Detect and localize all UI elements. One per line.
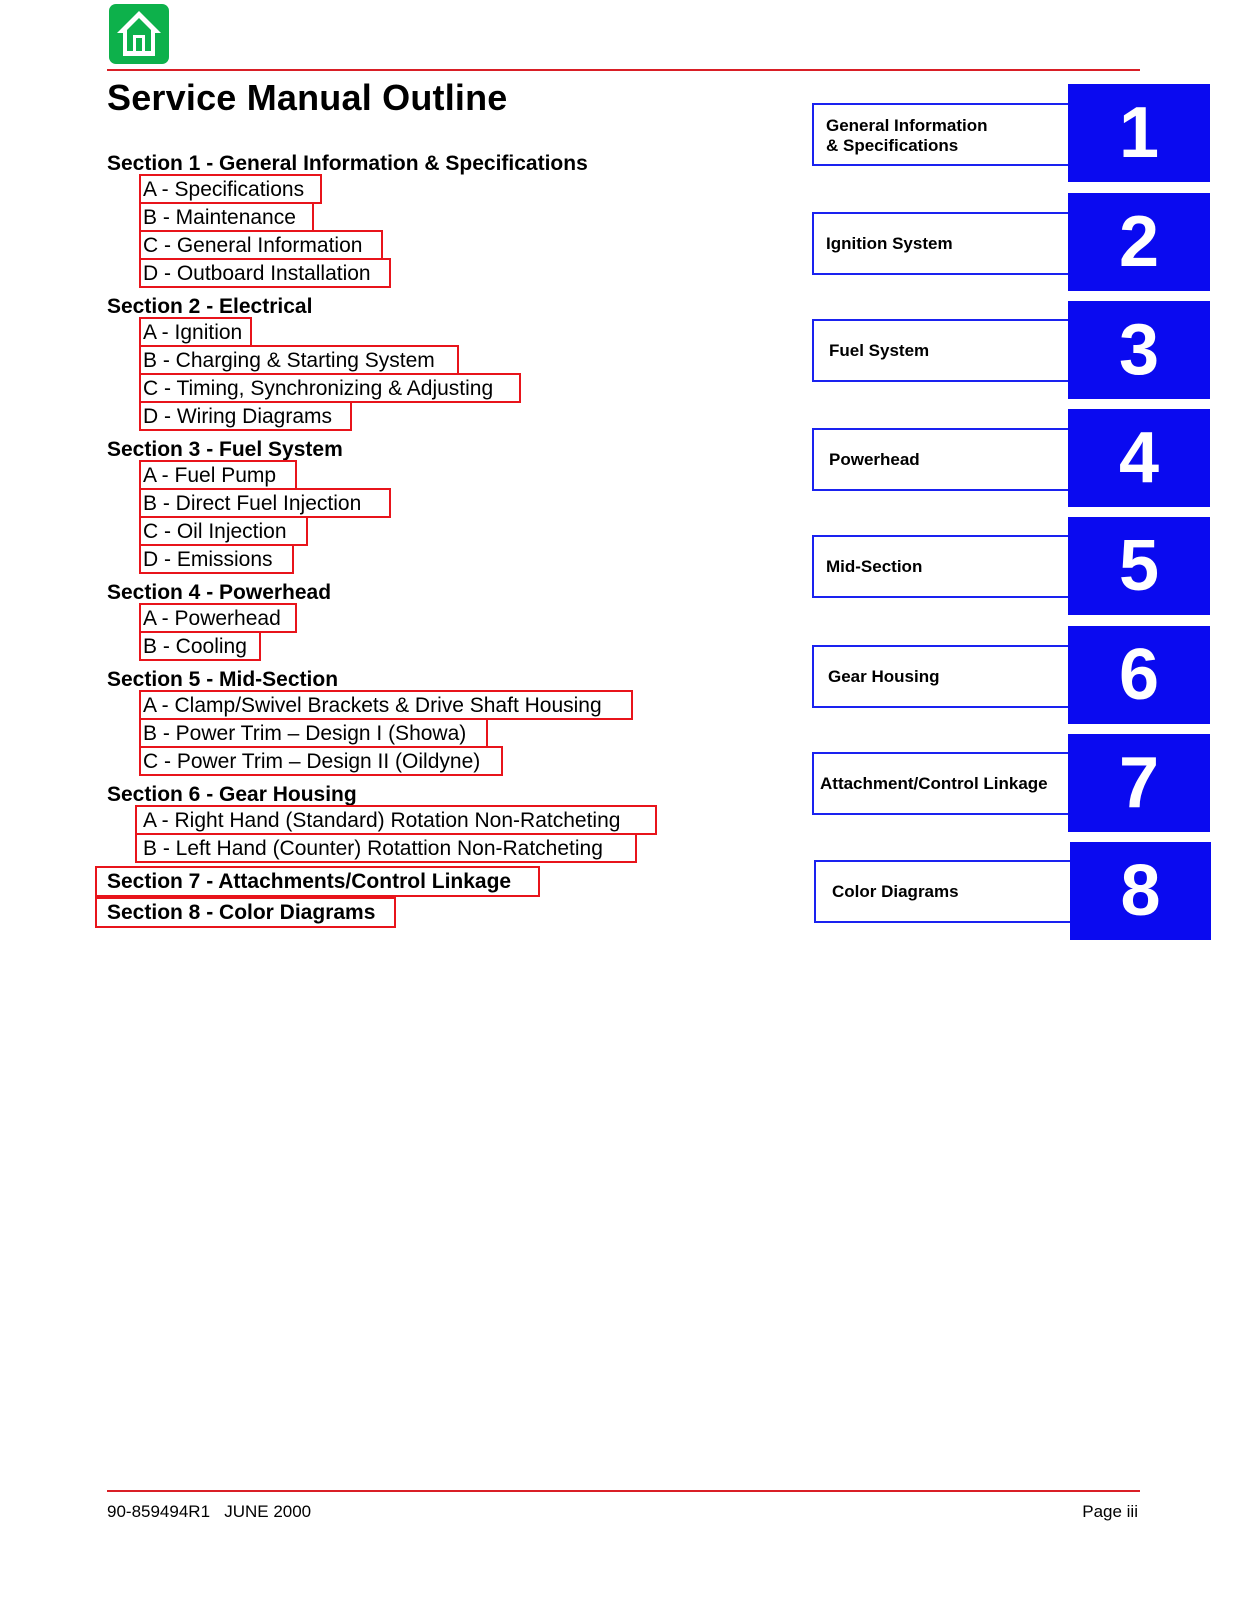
tab-2-label[interactable] bbox=[812, 212, 1068, 275]
bottom-rule bbox=[107, 1490, 1140, 1492]
item-1b: B - Maintenance bbox=[143, 206, 296, 229]
tab-8-label[interactable] bbox=[814, 860, 1070, 923]
tab-3-number[interactable]: 3 bbox=[1068, 301, 1210, 399]
section-2-heading: Section 2 - Electrical bbox=[107, 295, 313, 318]
page-title: Service Manual Outline bbox=[107, 77, 508, 118]
item-2c: C - Timing, Synchronizing & Adjusting bbox=[143, 377, 494, 400]
tab-7-label[interactable] bbox=[812, 752, 1068, 815]
item-3a: A - Fuel Pump bbox=[143, 464, 277, 487]
home-icon bbox=[114, 8, 164, 60]
item-1c: C - General Information bbox=[143, 234, 363, 257]
item-2d: D - Wiring Diagrams bbox=[143, 405, 333, 428]
item-2b: B - Charging & Starting System bbox=[143, 349, 435, 372]
tab-8-number[interactable]: 8 bbox=[1070, 842, 1211, 940]
item-5c: C - Power Trim – Design II (Oildyne) bbox=[143, 750, 481, 773]
home-button[interactable] bbox=[109, 4, 169, 64]
tab-7-number[interactable]: 7 bbox=[1068, 734, 1210, 832]
item-1d: D - Outboard Installation bbox=[143, 262, 371, 285]
section-4-heading: Section 4 - Powerhead bbox=[107, 581, 332, 604]
tab-1-text: General Information & Specifications bbox=[826, 116, 988, 155]
tab-2-text: Ignition System bbox=[826, 234, 953, 253]
tab-4-label[interactable] bbox=[812, 428, 1068, 491]
tab-6-number[interactable]: 6 bbox=[1068, 626, 1210, 724]
item-5b: B - Power Trim – Design I (Showa) bbox=[143, 722, 467, 745]
tab-3-label[interactable] bbox=[812, 319, 1068, 382]
section-1-heading: Section 1 - General Information & Specifications bbox=[107, 152, 588, 175]
section-8-heading: Section 8 - Color Diagrams bbox=[107, 901, 376, 924]
item-3d: D - Emissions bbox=[143, 548, 273, 571]
tab-3-text: Fuel System bbox=[829, 341, 930, 360]
footer-page-number: Page iii bbox=[1082, 1502, 1138, 1521]
tab-1-number[interactable]: 1 bbox=[1068, 84, 1210, 182]
item-1a: A - Specifications bbox=[143, 178, 305, 201]
item-6a: A - Right Hand (Standard) Rotation Non-Ratcheting bbox=[143, 809, 621, 832]
tab-6-label[interactable] bbox=[812, 645, 1068, 708]
section-5-heading: Section 5 - Mid-Section bbox=[107, 668, 339, 691]
tab-4-number[interactable]: 4 bbox=[1068, 409, 1210, 507]
section-6-heading: Section 6 - Gear Housing bbox=[107, 783, 357, 806]
tab-5-label[interactable] bbox=[812, 535, 1068, 598]
tab-7-text: Attachment/Control Linkage bbox=[820, 774, 1048, 793]
tab-1-label[interactable] bbox=[812, 103, 1068, 166]
tab-2-number[interactable]: 2 bbox=[1068, 193, 1210, 291]
section-3-heading: Section 3 - Fuel System bbox=[107, 438, 343, 461]
item-5a: A - Clamp/Swivel Brackets & Drive Shaft Housing bbox=[143, 694, 602, 717]
item-4a: A - Powerhead bbox=[143, 607, 281, 630]
item-2a: A - Ignition bbox=[143, 321, 243, 344]
tab-4-text: Powerhead bbox=[829, 450, 920, 469]
footer-doc-number: 90-859494R1 JUNE 2000 bbox=[107, 1502, 312, 1521]
tab-8-text: Color Diagrams bbox=[832, 882, 959, 901]
item-6b: B - Left Hand (Counter) Rotattion Non-Ratcheting bbox=[143, 837, 603, 860]
section-7-heading: Section 7 - Attachments/Control Linkage bbox=[107, 870, 512, 893]
item-4b: B - Cooling bbox=[143, 635, 247, 658]
item-3b: B - Direct Fuel Injection bbox=[143, 492, 362, 515]
tab-6-text: Gear Housing bbox=[828, 667, 940, 686]
item-3c: C - Oil Injection bbox=[143, 520, 287, 543]
tab-5-text: Mid-Section bbox=[826, 557, 923, 576]
top-rule bbox=[107, 69, 1140, 71]
tab-5-number[interactable]: 5 bbox=[1068, 517, 1210, 615]
